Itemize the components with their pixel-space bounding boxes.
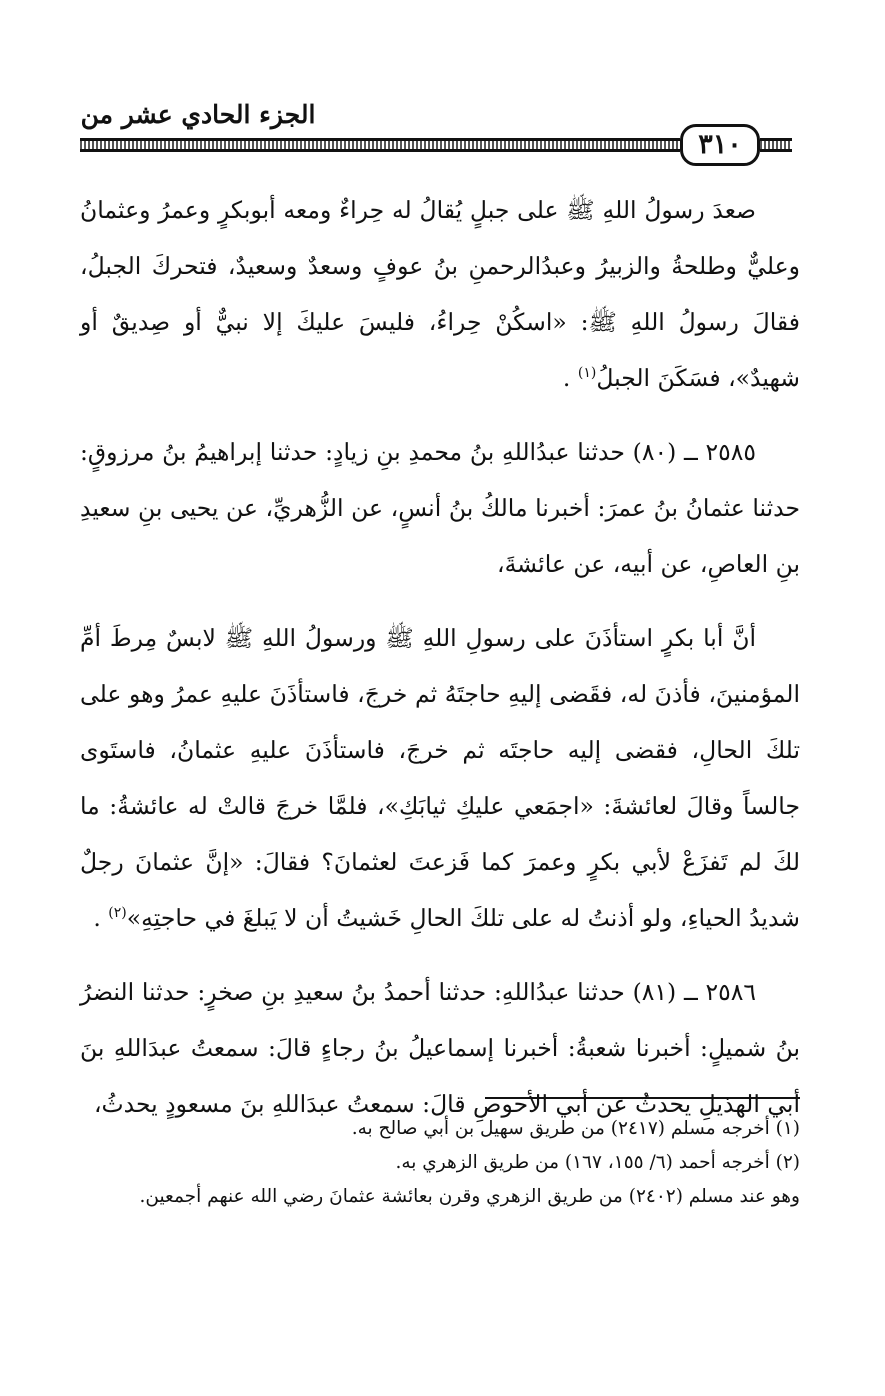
header-rule-end xyxy=(760,138,792,152)
footnote-ref-1: (١) xyxy=(577,365,597,382)
main-text xyxy=(80,182,800,1132)
paragraph-hadith-hira xyxy=(80,182,800,406)
page-number-badge: ٣١٠ xyxy=(680,124,760,166)
footnote-ref-2: (٢) xyxy=(108,905,127,922)
header-rule xyxy=(80,138,680,152)
paragraph-hadith-aisha xyxy=(80,610,800,946)
footnote-2-continued: وهو عند مسلم (٢٤٠٢) من طريق الزهري وقرن بعائشة عثمانَ رضي الله عنهم أجمعين. xyxy=(139,1186,800,1207)
paragraph-isnad-2586: ٢٥٨٦ ــ (٨١) حدثنا عبدُاللهِ: حدثنا أحمدُ بنُ سعيدِ بنِ صخرٍ: حدثنا النضرُ بنُ شميلٍ: أخبرنا شعبةُ: أخبرنا إسماعيلُ بنُ رجاءٍ قالَ: سمعتُ عبدَاللهِ بنَ أبي الهذيلِ يحدثُ عن أبي الأحوصِ قالَ: سمعتُ عبدَاللهِ بنَ مسعودٍ يحدثُ، xyxy=(80,978,800,1118)
paragraph-isnad-2585: ٢٥٨٥ ــ (٨٠) حدثنا عبدُاللهِ بنُ محمدِ بنِ زيادٍ: حدثنا إبراهيمُ بنُ مرزوقٍ: حدثنا عثمانُ بنُ عمرَ: أخبرنا مالكُ بنُ أنسٍ، عن الزُّهريِّ، عن يحيى بنِ سعيدِ بنِ العاصِ، عن أبيه، عن عائشةَ، xyxy=(80,438,800,578)
footnotes xyxy=(80,1112,800,1214)
paragraph-text: صعدَ رسولُ اللهِ ﷺ على جبلٍ يُقالُ له حِراءٌ ومعه أبوبكرٍ وعمرُ وعثمانُ وعليٌّ وطلحةُ والزبيرُ وعبدُالرحمنِ بنُ عوفٍ وسعدٌ وسعيدٌ، فتحركَ الجبلُ، فقالَ رسولُ اللهِ ﷺ: «اسكُنْ حِراءُ، فليسَ عليكَ إلا نبيٌّ أو صِديقٌ أو شهيدٌ»، فسَكَنَ الجبلُ xyxy=(80,196,800,392)
footnote-separator xyxy=(485,1097,800,1099)
paragraph-text: أنَّ أبا بكرٍ استأذَنَ على رسولِ اللهِ ﷺ ورسولُ اللهِ ﷺ لابسٌ مِرطَ أمِّ المؤمنينَ، فأذنَ له، فقَضى إليهِ حاجتَهُ ثم خرجَ، فاستأذَنَ عليهِ عمرُ وهو على تلكَ الحالِ، فقضى إليه حاجتَه ثم خرجَ، فاستأذَنَ عليهِ عثمانُ، فاستَوى جالساً وقالَ لعائشةَ: «اجمَعي عليكِ ثيابَكِ»، فلمَّا خرجَ قالتْ له عائشةُ: ما لكَ لم تَفزَعْ لأبي بكرٍ وعمرَ كما فَزعتَ لعثمانَ؟ فقالَ: «إنَّ عثمانَ رجلٌ شديدُ الحياءِ، ولو أذنتُ له على تلكَ الحالِ خَشيتُ أن لا يَبلغَ في حاجتِهِ» xyxy=(80,624,800,932)
end-mark: . xyxy=(562,364,571,392)
running-header-title: الجزء الحادي عشر من xyxy=(80,100,316,129)
footnote-1: (١) أخرجه مسلم (٢٤١٧) من طريق سهيل بن أبي صالح به. xyxy=(351,1118,800,1139)
footnote-2: (٢) أخرجه أحمد (٦/ ١٥٥، ١٦٧) من طريق الزهري به. xyxy=(395,1152,800,1173)
end-mark: . xyxy=(93,904,101,932)
